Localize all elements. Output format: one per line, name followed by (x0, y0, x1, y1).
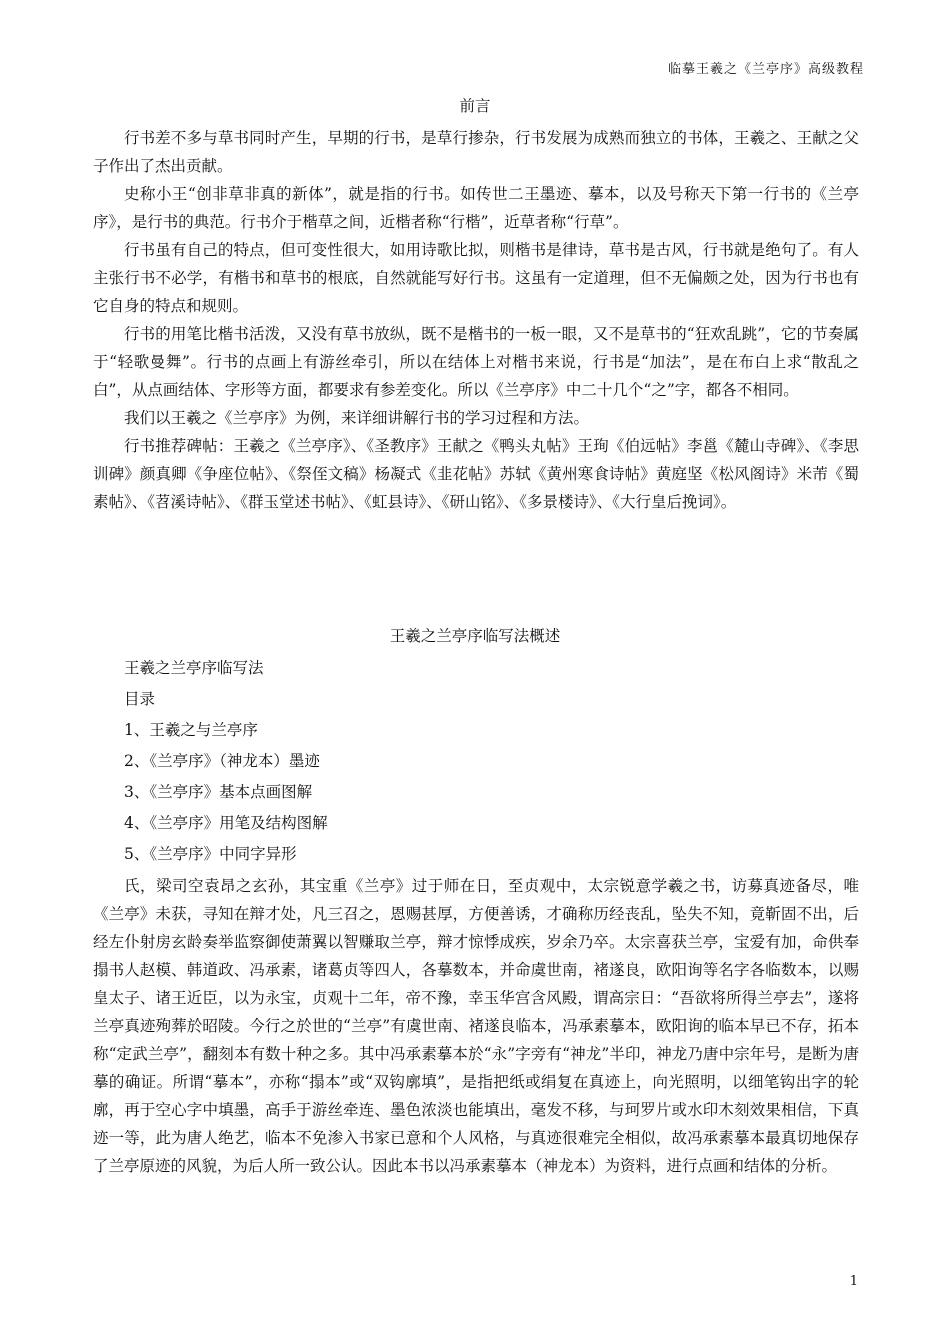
toc-item: 4、《兰亭序》用笔及结构图解 (124, 814, 328, 832)
toc-item: 2、《兰亭序》（神龙本）墨迹 (124, 752, 320, 770)
running-header: 临摹王羲之《兰亭序》高级教程 (667, 62, 864, 77)
page-number: 1 (849, 1274, 858, 1289)
preface-paragraph: 我们以王羲之《兰亭序》为例，来详细讲解行书的学习过程和方法。 (124, 409, 590, 427)
preface-body (93, 124, 859, 516)
toc-item: 5、《兰亭序》中同字异形 (124, 845, 297, 863)
toc-item: 1、王羲之与兰亭序 (124, 721, 258, 739)
toc-label: 目录 (124, 690, 156, 708)
overview-body (93, 872, 859, 1180)
preface-paragraph: 史称小王“创非草非真的新体”，就是指的行书。如传世二王墨迹、摹本，以及号称天下第一行书的《兰亭序》，是行书的典范。行书介于楷草之间，近楷者称“行楷”，近草者称“行草”。 (93, 185, 859, 231)
toc-item: 3、《兰亭序》基本点画图解 (124, 783, 313, 801)
overview-paragraph: 氏，梁司空袁昂之玄孙，其宝重《兰亭》过于师在日，至贞观中，太宗锐意学羲之书，访募真迹备尽，唯《兰亭》未获，寻知在辩才处，凡三召之，恩赐甚厚，方便善诱，才确称历经丧乱，坠失不知，竟靳固不出，后经左仆射房玄龄奏举监察御使萧翼以智赚取兰亭，辩才惊悸成疾，岁余乃卒。太宗喜获兰亭，宝爱有加，命供奉搨书人赵模、韩道政、冯承素，诸葛贞等四人，各摹数本，并命虞世南，褚遂良，欧阳询等名字各临数本，以赐皇太子、诸王近臣，以为永宝，贞观十二年，帝不豫，幸玉华宫含风殿，谓高宗日：“吾欲将所得兰亭去”，遂将兰亭真迹殉葬於昭陵。今行之於世的“兰亭”有虞世南、褚遂良临本，冯承素摹本，欧阳询的临本早已不存，拓本称“定武兰亭”，翻刻本有数十种之多。其中冯承素摹本於“永”字旁有“神龙”半印，神龙乃唐中宗年号，是断为唐摹的确证。所谓“摹本”，亦称“搨本”或“双钩廓填”，是指把纸或绢复在真迹上，向光照明，以细笔钩出字的轮廓，再于空心字中填墨，高手于游丝牵连、墨色浓淡也能填出，毫发不移，与珂罗片或水印木刻效果相信，下真迹一等，此为唐人绝艺，临本不免渗入书家已意和个人风格，与真迹很难完全相似，故冯承素摹本最真切地保存了兰亭原迹的风貌，为后人所一致公认。因此本书以冯承素摹本（神龙本）为资料，进行点画和结体的分析。 (93, 877, 859, 1175)
preface-paragraph: 行书的用笔比楷书活泼，又没有草书放纵，既不是楷书的一板一眼，又不是草书的“狂欢乱跳”，它的节奏属于“轻歌曼舞”。行书的点画上有游丝牵引，所以在结体上对楷书来说，行书是“加法”，是在布白上求“散乱之白”，从点画结体、字形等方面，都要求有参差变化。所以《兰亭序》中二十几个“之”字，都各不相同。 (93, 325, 859, 399)
overview-title: 王羲之兰亭序临写法概述 (389, 627, 561, 645)
preface-title: 前言 (459, 97, 491, 115)
preface-paragraph: 行书虽有自己的特点，但可变性很大，如用诗歌比拟，则楷书是律诗，草书是古风，行书就是绝句了。有人主张行书不必学，有楷书和草书的根底，自然就能写好行书。这虽有一定道理，但不无偏颇之处，因为行书也有它自身的特点和规则。 (93, 241, 859, 315)
preface-paragraph: 行书差不多与草书同时产生，早期的行书，是草行掺杂，行书发展为成熟而独立的书体，王羲之、王献之父子作出了杰出贡献。 (93, 129, 859, 175)
preface-paragraph: 行书推荐碑帖：王羲之《兰亭序》、《圣教序》王献之《鸭头丸帖》王珣《伯远帖》李邕《麓山寺碑》、《李思训碑》颜真卿《争座位帖》、《祭侄文稿》杨凝式《韭花帖》苏轼《黄州寒食诗帖》黄庭坚《松风阁诗》米芾《蜀素帖》、《苕溪诗帖》、《群玉堂述书帖》、《虹县诗》、《研山铭》、《多景楼诗》、《大行皇后挽词》。 (93, 437, 859, 511)
overview-subtitle: 王羲之兰亭序临写法 (124, 659, 264, 677)
